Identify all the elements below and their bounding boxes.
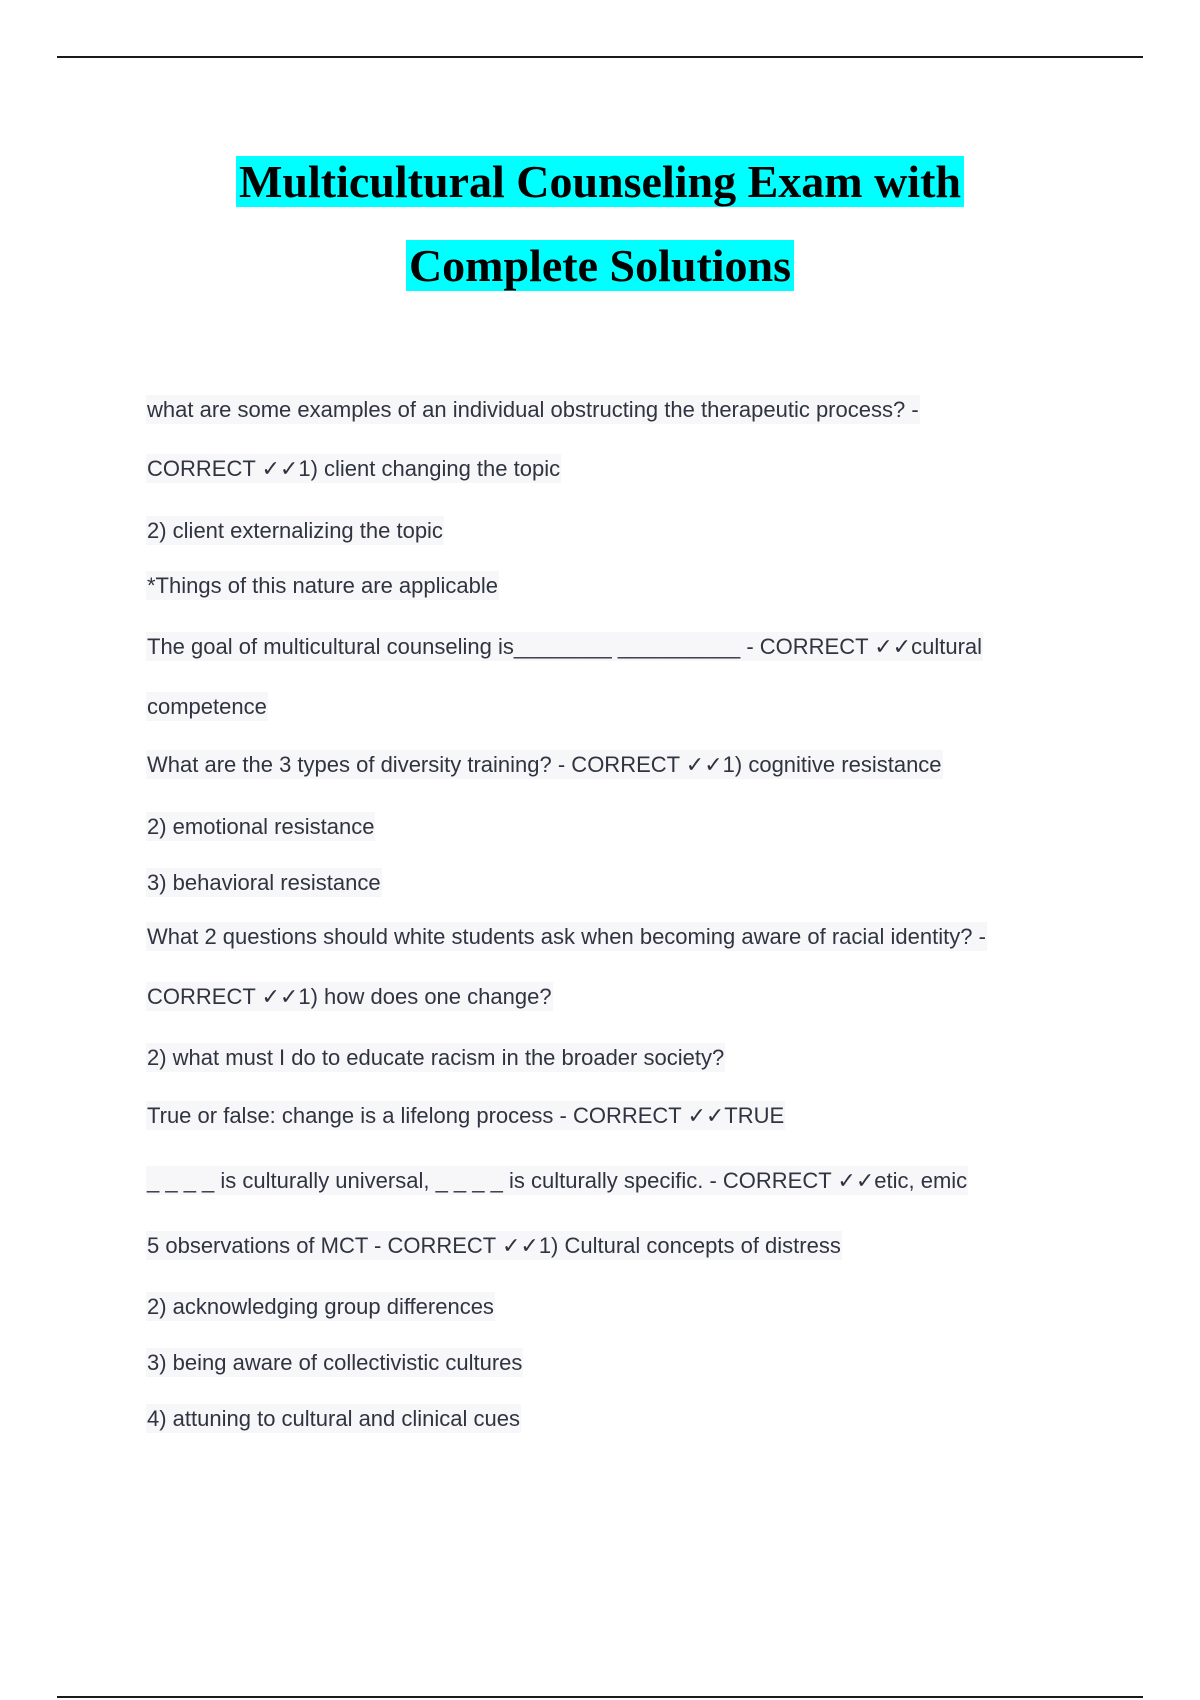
text-line: What 2 questions should white students ask when becoming aware of racial identity? - bbox=[147, 924, 986, 949]
text-line: what are some examples of an individual obstructing the therapeutic process? - bbox=[147, 397, 919, 422]
text-line: True or false: change is a lifelong process - CORRECT ✓✓TRUE bbox=[147, 1103, 785, 1128]
text-line: 2) emotional resistance bbox=[147, 814, 375, 839]
text-line: 5 observations of MCT - CORRECT ✓✓1) Cultural concepts of distress bbox=[147, 1233, 841, 1258]
text-line: What are the 3 types of diversity training? - CORRECT ✓✓1) cognitive resistance bbox=[147, 752, 942, 777]
text-line: 3) behavioral resistance bbox=[147, 870, 381, 895]
text-line: _ _ _ _ is culturally universal, _ _ _ _ is culturally specific. - CORRECT ✓✓etic, emic bbox=[147, 1168, 968, 1193]
bottom-rule bbox=[57, 1696, 1143, 1698]
text-line: 2) client externalizing the topic bbox=[147, 518, 443, 543]
title-line-1: Multicultural Counseling Exam with bbox=[0, 140, 1200, 224]
document-title bbox=[0, 140, 1200, 308]
text-line: 4) attuning to cultural and clinical cues bbox=[147, 1406, 520, 1431]
text-line: 3) being aware of collectivistic cultures bbox=[147, 1350, 523, 1375]
text-line: CORRECT ✓✓1) how does one change? bbox=[147, 984, 552, 1009]
text-line: CORRECT ✓✓1) client changing the topic bbox=[147, 456, 561, 481]
text-line: 2) acknowledging group differences bbox=[147, 1294, 494, 1319]
text-line: 2) what must I do to educate racism in the broader society? bbox=[147, 1045, 725, 1070]
text-line: The goal of multicultural counseling is________ __________ - CORRECT ✓✓cultural bbox=[147, 634, 983, 659]
text-line: competence bbox=[147, 694, 267, 719]
text-line: *Things of this nature are applicable bbox=[147, 573, 498, 598]
top-rule bbox=[57, 56, 1143, 58]
title-line-2: Complete Solutions bbox=[0, 224, 1200, 308]
